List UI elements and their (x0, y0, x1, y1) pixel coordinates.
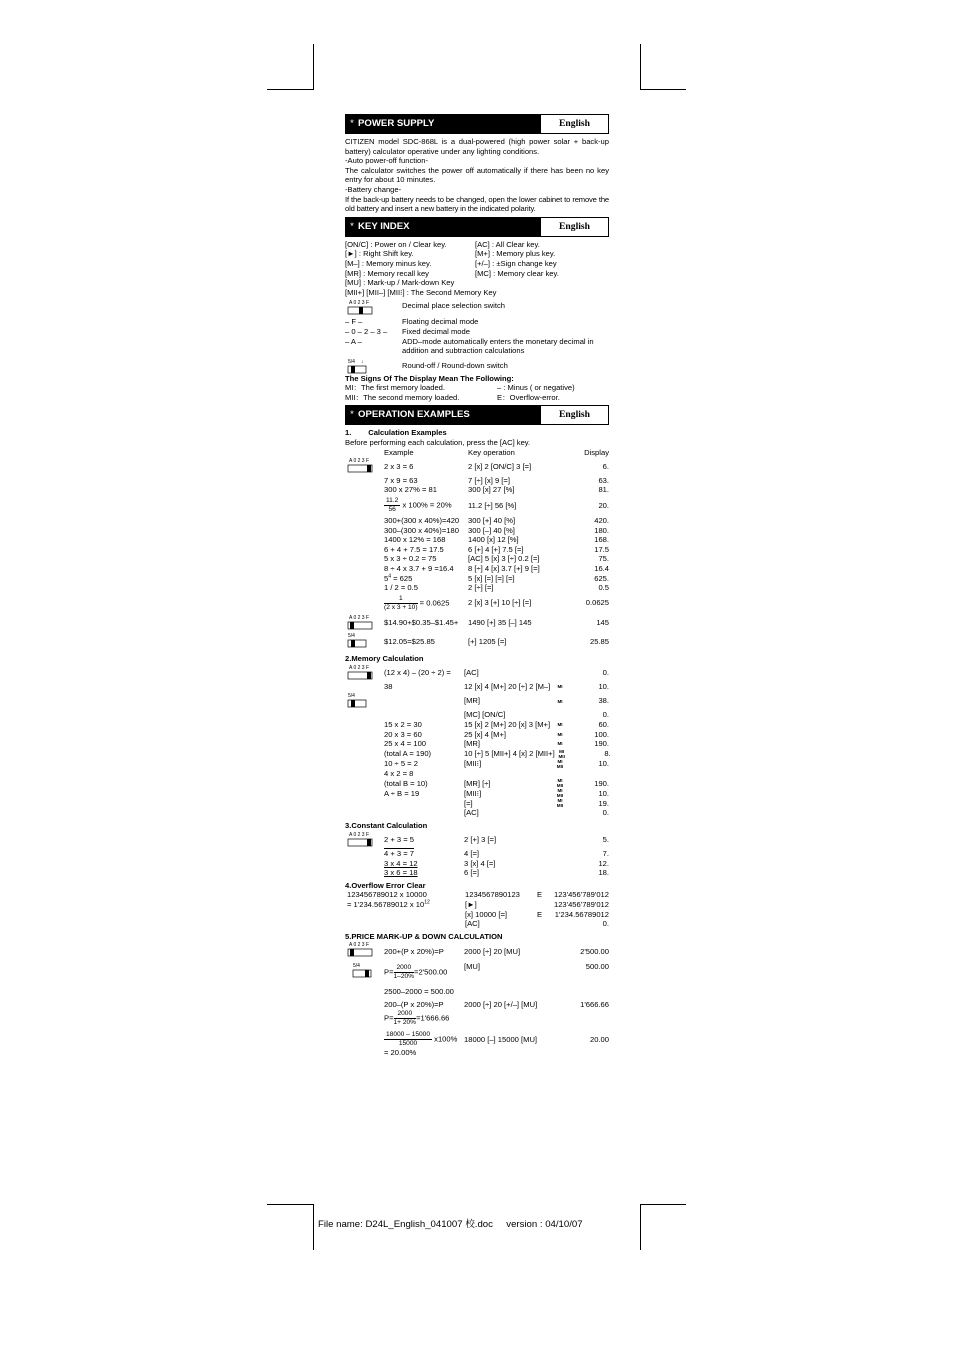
key-description: [►] : Right Shift key. (345, 249, 414, 259)
svg-text:5/4: 5/4 (348, 692, 355, 699)
example-expression: (total A = 190) (384, 748, 432, 758)
display-value: 10. (598, 758, 609, 768)
table-row (345, 831, 609, 850)
key-operation: [AC] 5 [x] 3 [÷] 0.2 [=] (468, 554, 540, 564)
table-row (345, 849, 609, 859)
table-row (345, 614, 609, 633)
paragraph: The calculator switches the power off automatically if there has been no key entry for about 10 minutes. (345, 165, 609, 185)
table-row (345, 535, 609, 545)
example-expression: 3 x 6 = 18 (384, 868, 418, 878)
list-item (345, 249, 609, 259)
table-row (345, 798, 609, 808)
footer (318, 1216, 583, 1230)
key-operation: [MII⁝] (464, 788, 482, 798)
fraction: $\frac{1}{(2 x 3 + 10)}$ (384, 594, 418, 611)
mode-description: ADD–mode automatically enters the monetary decimal in addition and subtraction calculations (402, 336, 594, 356)
example-expression: 8 ÷ 4 x 3.7 + 9 =16.4 (384, 564, 454, 573)
round-switch-icon (345, 962, 375, 980)
list-item: 200–(P x 20%)=P 2000 [÷] 20 [+/–] [MU] 1'666.66 (384, 1000, 609, 1010)
key-operation: 300 [x] 27 [%] (468, 485, 515, 495)
table-row (345, 583, 609, 593)
crop-mark (640, 1204, 641, 1250)
display-value: 100. (594, 729, 609, 739)
display-value: 8. (604, 748, 611, 758)
sign-list (345, 383, 609, 402)
subsection-title: 3.Constant Calculation (345, 820, 428, 830)
crop-mark (267, 1204, 314, 1205)
display-value: 0. (602, 668, 609, 678)
key-operation: 1400 [x] 12 [%] (468, 535, 519, 545)
display-value: 0. (602, 710, 609, 720)
display-value: 18. (598, 868, 609, 878)
paragraph: -Auto power-off function- (345, 156, 429, 166)
svg-text:A 0 2 3 F: A 0 2 3 F (349, 458, 370, 465)
svg-text:A 0 2 3 F: A 0 2 3 F (349, 831, 370, 838)
example-expression: 1 / 2 = 0.5 (384, 583, 418, 593)
col-display: Display (584, 447, 609, 457)
example-expression: 2 + 3 = 5 (384, 835, 414, 844)
example-expression: 10 ÷ 5 = 2 (384, 758, 418, 768)
key-operation: [MII⁝] (464, 758, 482, 768)
power-supply-header (345, 114, 609, 134)
display-value: 16.4 (594, 564, 609, 573)
key-operation: [AC] (465, 919, 480, 929)
memory-indicator: MI MII (556, 788, 564, 799)
list-item: 2500–2000 = 500.00 (384, 986, 454, 996)
key-operation: [AC] (464, 808, 479, 818)
crop-mark (267, 89, 314, 90)
display-value: 0.0625 (585, 598, 609, 608)
key-operation: [MR] [÷] (464, 778, 491, 788)
key-operation: 1234567890123 (465, 890, 520, 900)
example-expression: $12.05=$25.85 (384, 636, 435, 646)
display-value: 17.5 (594, 544, 609, 554)
key-operation: [MC] [ON/C] (464, 710, 506, 720)
display-value: 60. (598, 719, 609, 729)
col-example: Example (384, 447, 414, 457)
memory-indicator: MI MII (556, 798, 564, 809)
display-value: 1'234.56789012 (554, 909, 609, 919)
display-value: 25.85 (589, 636, 609, 646)
key-operation: [MR] (464, 739, 481, 749)
svg-text:A 0 2 3 F: A 0 2 3 F (349, 664, 370, 671)
table-row (345, 900, 609, 910)
crop-mark (313, 44, 314, 90)
display-value: 63. (598, 475, 609, 485)
list-item: A 0 2 3 F 200+(P x 20%)=P 2000 [÷] 20 [MU] 2'500.00 (345, 941, 609, 962)
example-expression: 7 x 9 = 63 (384, 475, 418, 485)
key-description: [MC] : Memory clear key. (475, 268, 559, 278)
svg-text:A 0 2 3 F: A 0 2 3 F (349, 942, 370, 949)
display-value: 10. (598, 682, 609, 692)
table-row (345, 545, 609, 555)
display-value: 168. (594, 535, 609, 545)
key-index-header (345, 217, 609, 237)
decimal-switch-icon (345, 614, 375, 630)
table-row (345, 739, 609, 749)
table-row (345, 759, 609, 769)
display-value: 190. (594, 778, 609, 788)
key-operation: 8 [÷] 4 [x] 3.7 [+] 9 [=] (468, 564, 540, 573)
example-expression: = 1'234.56789012 x $10^{12}$ (347, 899, 430, 910)
key-description: [AC] : All Clear key. (475, 239, 540, 249)
list-item (345, 383, 609, 393)
display-value: 123'456'789'012 (553, 890, 609, 900)
key-operation: 1490 [+] 35 [–] 145 (468, 618, 532, 628)
example-expression: 4 + 3 = 7 (384, 849, 414, 859)
display-value: 12. (598, 858, 609, 868)
table-row (345, 476, 609, 486)
table-row (345, 868, 609, 878)
language-label: English (559, 409, 590, 421)
key-operation: [x] 10000 [=] (465, 909, 508, 919)
example-expression: $14.90+$0.35–$1.45+ (384, 618, 459, 628)
paragraph: If the back-up battery needs to be changed, open the lower cabinet to remove the old battery and insert a new battery in the indicated polarity. (345, 194, 609, 214)
key-operation: 2 [x] 3 [+] 10 [÷] [=] (468, 598, 532, 608)
example-expression: 2 x 3 = 6 (384, 461, 414, 471)
table-row (345, 778, 609, 788)
display-value: 0. (602, 919, 609, 929)
decimal-switch-icon (345, 941, 375, 959)
key-operation: [AC] (464, 668, 479, 678)
table-row (345, 564, 609, 574)
subsection-title: 4.Overflow Error Clear (345, 880, 426, 890)
key-description: [+/–] : ±Sign change key (475, 258, 557, 268)
key-description: [M–] : Memory minus key. (345, 258, 432, 268)
example-expression: 6 + 4 + 7.5 = 17.5 (384, 544, 444, 554)
sign-description: – : Minus ( or negative) (497, 383, 575, 393)
paragraph: CITIZEN model SDC-868L is a dual-powered (high power solar + back-up battery) calculator operative under any lighting conditions. (345, 137, 609, 156)
memory-indicator: MI (557, 741, 563, 747)
table-row (345, 890, 609, 900)
mode-key: – 0 – 2 – 3 – (345, 326, 388, 336)
display-value: 81. (598, 485, 609, 495)
table-row (345, 859, 609, 869)
display-value: 190. (594, 739, 609, 749)
list-item (345, 327, 609, 337)
bullet-icon: * (350, 220, 354, 232)
subsection-title: 5.PRICE MARK-UP & DOWN CALCULATION (345, 931, 503, 941)
example-expression: $\frac{1}{(2 x 3 + 10)}$ = 0.0625 (384, 594, 450, 611)
round-switch-icon (345, 632, 375, 648)
example-expression: 300+(300 x 40%)=420 (384, 516, 460, 526)
markup-examples (345, 941, 609, 1057)
version: version : 04/10/07 (506, 1219, 583, 1230)
sign-description: MII：The second memory loaded. (345, 392, 460, 402)
list-item (345, 337, 609, 356)
list-item (345, 240, 609, 250)
table-row (345, 919, 609, 929)
example-expression: $\frac{11.2}{56}$ x 100% = 20% (386, 497, 452, 514)
key-description: [MR] : Memory recall key (345, 268, 429, 278)
table-row (345, 526, 609, 536)
key-operation: 12 [x] 4 [M+] 20 [÷] 2 [M–] (464, 682, 551, 692)
table-row (345, 485, 609, 495)
fraction: $\frac{11.2}{56}$ (386, 497, 399, 514)
table-row (345, 749, 609, 759)
key-list (345, 240, 609, 278)
table-row (345, 574, 609, 584)
file-name: File name: D24L_English_041007 校.doc (318, 1219, 493, 1230)
memory-indicator: MI MII (556, 758, 564, 769)
language-label: English (559, 118, 590, 129)
switch-description: Round-off / Round-down switch (402, 360, 508, 370)
memory-indicator: MI (557, 698, 563, 704)
key-operation: [=] (464, 798, 473, 808)
display-value: 0.5 (598, 583, 609, 593)
table-row (345, 632, 609, 651)
key-operation: 25 [x] 4 [M+] (464, 729, 506, 739)
key-operation: 2 [x] 2 [ON/C] 3 [=] (468, 461, 532, 471)
key-description: [ON/C] : Power on / Clear key. (345, 239, 447, 249)
table-row (345, 808, 609, 818)
svg-text:5/4: 5/4 (348, 633, 355, 640)
section-title: KEY INDEX (358, 220, 410, 232)
key-operation: 11.2 [÷] 56 [%] (468, 500, 517, 510)
key-operation: 4 [=] (464, 849, 479, 859)
table-row (345, 769, 609, 779)
table-row (345, 910, 609, 920)
key-operation: 2 [+] 3 [=] (464, 835, 497, 844)
example-expression: $5^4 = 625$ (384, 573, 413, 583)
display-value: 7. (602, 849, 609, 859)
key-operation: 3 [x] 4 [=] (464, 858, 496, 868)
list-item (345, 317, 609, 327)
example-expression: 4 x 2 = 8 (384, 768, 414, 778)
decimal-switch-row (345, 299, 609, 317)
switch-label: 5/4 (348, 358, 355, 365)
list-item: = 20.00% (384, 1047, 417, 1057)
round-switch-icon (345, 692, 375, 708)
manual-column (345, 114, 609, 1057)
note: Before performing each calculation, press the [AC] key. (345, 438, 531, 448)
crop-mark (640, 89, 686, 90)
crop-mark (640, 44, 641, 90)
crop-mark (640, 1204, 686, 1205)
key-operation: 5 [x] [=] [=] [=] (468, 573, 515, 583)
example-expression: (12 x 4) – (20 ÷ 2) = (384, 668, 451, 678)
crop-mark (313, 1204, 314, 1250)
memory-indicator: MI (557, 731, 563, 737)
display-value: 180. (594, 525, 609, 535)
decimal-switch-icon (345, 299, 375, 317)
key-operation: 10 [÷] 5 [MII+] 4 [x] 2 [MII+] (464, 748, 555, 758)
language-label: English (559, 220, 590, 232)
memory-indicator: MI (557, 722, 563, 728)
signs-title: The Signs Of The Display Mean The Following: (345, 373, 514, 383)
display-value: 19. (598, 798, 609, 808)
paragraph: -Battery change- (345, 184, 402, 194)
display-value: 20. (598, 500, 609, 510)
display-value: 0. (602, 808, 609, 818)
sign-description: MI：The first memory loaded. (345, 383, 446, 393)
decimal-switch-icon (345, 457, 375, 473)
display-value: 145 (596, 618, 609, 628)
calc-examples (345, 457, 609, 651)
error-flag: E (537, 909, 543, 919)
example-expression: 3 x 4 = 12 (384, 858, 418, 868)
table-row (345, 720, 609, 730)
switch-description: Decimal place selection switch (402, 301, 505, 311)
table-row (345, 664, 609, 683)
constant-examples (345, 831, 609, 878)
round-switch-icon (345, 358, 375, 374)
table-row (345, 516, 609, 526)
section-title: OPERATION EXAMPLES (358, 409, 470, 421)
svg-text:5/4: 5/4 (353, 963, 360, 970)
key-operation: [MR] (464, 696, 481, 706)
list-item (345, 259, 609, 269)
key-operation: [+] 1205 [=] (468, 636, 507, 646)
display-value: 625. (594, 573, 609, 583)
display-value: 75. (598, 554, 609, 564)
key-operation: 2 [÷] [=] (468, 583, 494, 593)
display-value: 420. (594, 516, 609, 526)
example-expression: (total B = 10) (384, 778, 428, 788)
subsection-title: 1. Calculation Examples (345, 428, 447, 438)
example-expression: 20 x 3 = 60 (384, 729, 422, 739)
key-description: [M+] : Memory plus key. (475, 249, 556, 259)
display-value: 6. (602, 461, 609, 471)
mode-description: Fixed decimal mode (402, 326, 470, 336)
memory-examples (345, 664, 609, 818)
list-item (345, 269, 609, 279)
key-operation: 300 [–] 40 [%] (468, 525, 515, 535)
example-expression: 38 (384, 682, 393, 692)
decimal-switch-icon (345, 664, 375, 680)
table-row (345, 595, 609, 612)
example-expression: A ÷ B = 19 (384, 788, 420, 798)
round-arrow-icon: ↓ (361, 358, 364, 365)
operation-examples-header (345, 405, 609, 425)
svg-text:A 0 2 3 F: A 0 2 3 F (349, 614, 370, 621)
memory-indicator: MI MII (558, 748, 565, 759)
subsection-title: 2.Memory Calculation (345, 653, 424, 663)
sign-description: E：Overflow-error. (497, 392, 560, 402)
list-item (345, 393, 609, 403)
key-operation: 15 [x] 2 [M+] 20 [x] 3 [M+] (464, 719, 551, 729)
key-operation: 6 [+] 4 [+] 7.5 [=] (468, 544, 524, 554)
overflow-examples (345, 890, 609, 928)
example-expression: 1400 x 12% = 168 (384, 535, 446, 545)
table-row (345, 692, 609, 711)
table-row (345, 730, 609, 740)
table-row (345, 710, 609, 720)
mode-list (345, 317, 609, 355)
bullet-icon: * (350, 409, 354, 421)
table-row (345, 682, 609, 692)
table-row (345, 497, 609, 514)
switch-label: A 0 2 3 F (349, 300, 370, 307)
mode-key: – F – (345, 317, 363, 327)
table-row (345, 554, 609, 564)
decimal-switch-icon (345, 831, 375, 847)
key-operation: 7 [÷] [x] 9 [=] (468, 475, 510, 485)
bullet-icon: * (350, 118, 354, 129)
error-flag: E (537, 890, 543, 900)
mode-description: Floating decimal mode (402, 317, 479, 327)
section-title: POWER SUPPLY (358, 118, 435, 129)
key-operation: 300 [+] 40 [%] (468, 516, 516, 526)
display-value: 10. (598, 788, 609, 798)
example-expression: 15 x 2 = 30 (384, 719, 422, 729)
key-operation: 6 [=] (464, 868, 479, 878)
mode-key: – A – (345, 336, 362, 346)
list-item: 5/4 P= $\frac{2000}{1-20\%}$ =2'500.00 [MU] 500.00 (345, 962, 609, 983)
table-row (345, 457, 609, 476)
round-switch-row (345, 358, 609, 374)
example-expression: 25 x 4 = 100 (384, 739, 427, 749)
display-value: 123'456'789'012 (553, 900, 609, 910)
memory-indicator: MI (557, 684, 563, 690)
list-item: $\frac{18000 - 15000}{15000}$ x100% 18000 [–] 15000 [MU] 20.00 (386, 1030, 609, 1047)
example-expression: 5 x 3 ÷ 0.2 = 75 (384, 554, 437, 564)
list-item: P= $\frac{2000}{1+ 20\%}$ =1'666.66 (384, 1009, 450, 1026)
example-expression: 300–(300 x 40%)=180 (384, 525, 459, 535)
key-description: [MII+] [MII–] [MII⁝] : The Second Memory Key (345, 287, 497, 297)
table-row (345, 788, 609, 798)
key-operation: [►] (465, 900, 477, 910)
memory-indicator: MI MII (556, 778, 564, 789)
col-key: Key operation (468, 447, 515, 457)
key-description: [MU] : Mark-up / Mark-down Key (345, 278, 455, 288)
display-value: 5. (602, 835, 609, 844)
table-header (345, 448, 609, 458)
example-expression: 123456789012 x 10000 (347, 890, 427, 900)
example-expression: 300 x 27% = 81 (384, 485, 437, 495)
display-value: 38. (598, 696, 609, 706)
